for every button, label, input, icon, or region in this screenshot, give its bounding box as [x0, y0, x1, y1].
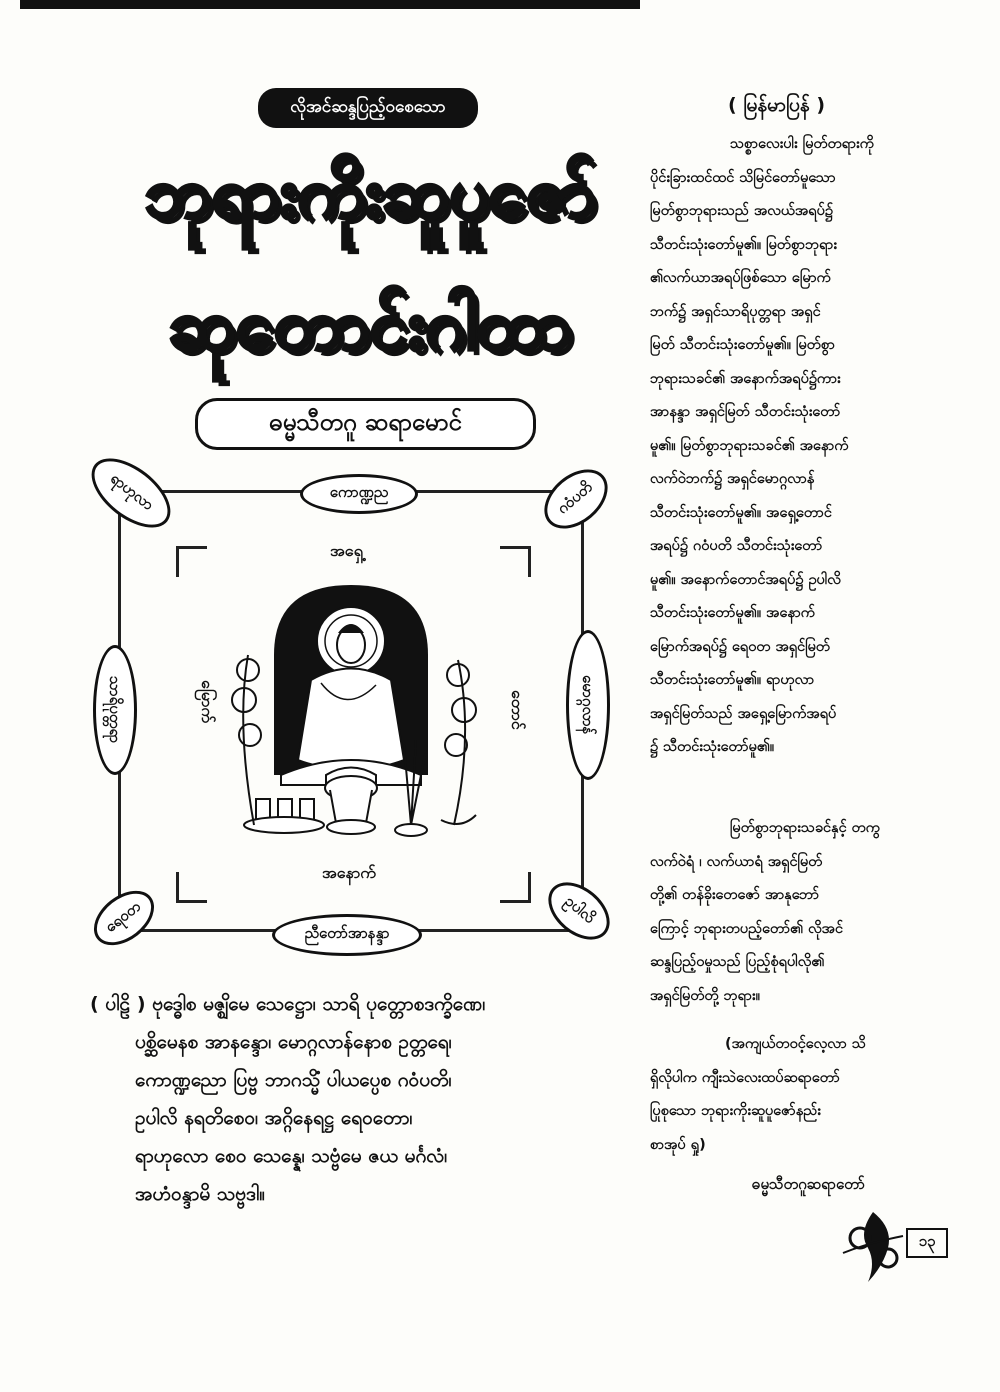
para-line: သီတင်းသုံးတော်မူ၏။ အနောက် — [650, 605, 815, 621]
verse-line: အဟံဝန္ဒာမိ သဗ္ဗဒါ။ — [135, 1183, 265, 1205]
direction-south: အနောက် — [322, 863, 376, 882]
top-bar — [20, 0, 640, 9]
para-line: မူ၏။ မြတ်စွာဘုရားသခင်၏ အနောက် — [650, 437, 849, 454]
para-line: မြတ်စွာဘုရားသခင်နှင့် တကွ — [730, 820, 880, 836]
verse-line: ပစ္ဆိမေနစ အာနန္ဒော၊ မောဂ္ဂလာန်နောစ ဥတ္တရေ၊ — [135, 1031, 452, 1053]
para-line: တို့၏ တန်ခိုးတေဇော် အာနုဘော် — [650, 887, 820, 903]
para-line: မြတ်စွာဘုရားသည် အလယ်အရပ်၌ — [650, 203, 833, 219]
para-line: မြတ် သီတင်းသုံးတော်မူ၏။ မြတ်စွာ — [650, 337, 835, 353]
inner-corner-br — [500, 872, 531, 903]
translation-para2 — [650, 812, 942, 1013]
main-title-line1: ဘုရားကိုးဆူပူဇော် — [144, 152, 596, 234]
para-line: အရပ်၌ ဂဝံပတိ သီတင်းသုံးတော် — [650, 538, 823, 554]
direction-west: မြောက် — [198, 680, 217, 724]
oval-left: သာရိပုတ္တရာ — [93, 645, 137, 775]
subtitle-badge: လိုအင်ဆန္ဒပြည့်ဝစေသော — [258, 88, 478, 128]
translation-heading: ( မြန်မာပြန် ) — [728, 94, 826, 116]
inner-corner-tl — [176, 546, 207, 577]
para-line: အာနန္ဒာ အရှင်မြတ် သီတင်းသုံးတော် — [650, 404, 841, 420]
pali-verse — [90, 985, 630, 1213]
verse-line: ရာဟုလော စေဝ သေန္နေ၊ သဗ္ဗံမေ ဇယ မင်္ဂလံ၊ — [135, 1145, 448, 1167]
para-line: မြောက်အရပ်၌ ရေဝတ အရှင်မြတ် — [650, 638, 831, 655]
para-line: ပိုင်းခြားထင်ထင် သိမြင်တော်မူသော — [650, 169, 836, 186]
para-line: ၌ သီတင်းသုံးတော်မူ၏။ — [650, 739, 775, 755]
author-banner: ဓမ္မသီတဂူ ဆရာမောင် — [195, 398, 536, 450]
para-line: ဘက်၌ အရှင်သာရိပုတ္တရာ အရှင် — [650, 303, 821, 320]
para-line: သီတင်းသုံးတော်မူ၏။ အရှေ့တောင် — [650, 504, 832, 521]
page-number: ၁၃ — [906, 1228, 948, 1258]
verse-line: ဥပါလိ နရတိစေဝ၊ အဂ္ဂိနေရဋ္ဌ ရေဝတော၊ — [135, 1107, 413, 1129]
ornament-icon — [838, 1208, 908, 1286]
para-line: (အကျယ်တဝင့်လေ့လာ သိ — [725, 1036, 866, 1052]
oval-top-left: ရာဟုလာ — [79, 445, 182, 541]
para-line: ဆန္ဒပြည့်ဝမှုသည် ပြည့်စုံရပါလို၏ — [650, 954, 825, 970]
verse-line: ကောဏ္ဍညော ပြဗ္ဗ ဘာဂသ္မိံ ပါယပ္ပေစ ဂဝံပတိ၊ — [135, 1069, 452, 1091]
oval-top: ကောဏ္ဍည — [300, 474, 418, 514]
direction-north: အရှေ့ — [330, 541, 363, 560]
main-title-line2: ဆုတောင်းဂါထာ — [168, 284, 572, 366]
inner-corner-tr — [500, 546, 531, 577]
oval-bottom: ညီတော်အာနန္ဒာ — [272, 914, 422, 956]
translation-para1 — [650, 128, 942, 765]
verse-line: ( ပါဠိ ) ဗုဒ္ဓေါစ မဇ္ဈိမေ သေဋ္ဌော၊ သာရိ ပုတ္တောစဒက္ခိဏေ၊ — [90, 993, 486, 1015]
translation-para3 — [650, 1028, 942, 1162]
oval-bottom-left: ရေဝတ — [84, 880, 165, 957]
direction-east: တောင် — [508, 690, 527, 730]
para-line: အရှင်မြတ်သည် အရှေ့မြောက်အရပ် — [650, 705, 837, 722]
para-line: လက်ဝဲဘက်၌ အရှင်မောဂ္ဂလာန် — [650, 471, 815, 487]
buddha-illustration — [226, 575, 482, 845]
para-line: ကြောင့် ဘုရားတပည့်တော်၏ လိုအင် — [650, 920, 844, 937]
para-line: ၏လက်ယာအရပ်ဖြစ်သော မြောက် — [650, 270, 831, 286]
para-line: သီတင်းသုံးတော်မူ၏။ ရာဟုလာ — [650, 672, 815, 688]
inner-corner-bl — [176, 872, 207, 903]
para-line: လက်ဝဲရံ ၊ လက်ယာရံ အရှင်မြတ် — [650, 853, 823, 870]
oval-bottom-right: ဥပါလိ — [537, 871, 620, 951]
para-line: သစ္စာလေးပါး မြတ်တရားကို — [730, 136, 874, 152]
para-line: ဘုရားသခင်၏ အနောက်အရပ်၌ကား — [650, 370, 841, 387]
para-line: ပြုစုသော ဘုရားကိုးဆူပူဇော်နည်း — [650, 1103, 821, 1119]
para-line: ရှိလိုပါက ကျီးသဲလေးထပ်ဆရာတော် — [650, 1069, 840, 1086]
para-line: မူ၏။ အနောက်တောင်အရပ်၌ ဥပါလိ — [650, 571, 841, 588]
oval-top-right: ဂဝံပတိ — [533, 457, 619, 540]
signature: ဓမ္မသီတဂူဆရာတော် — [752, 1175, 865, 1193]
oval-right: မောဂ္ဂလာန် — [566, 630, 610, 780]
para-line: စာအုပ် ရှု) — [650, 1136, 706, 1153]
para-line: အရှင်မြတ်တို့ ဘုရား။ — [650, 987, 761, 1004]
para-line: သီတင်းသုံးတော်မူ၏။ မြတ်စွာဘုရား — [650, 236, 838, 253]
